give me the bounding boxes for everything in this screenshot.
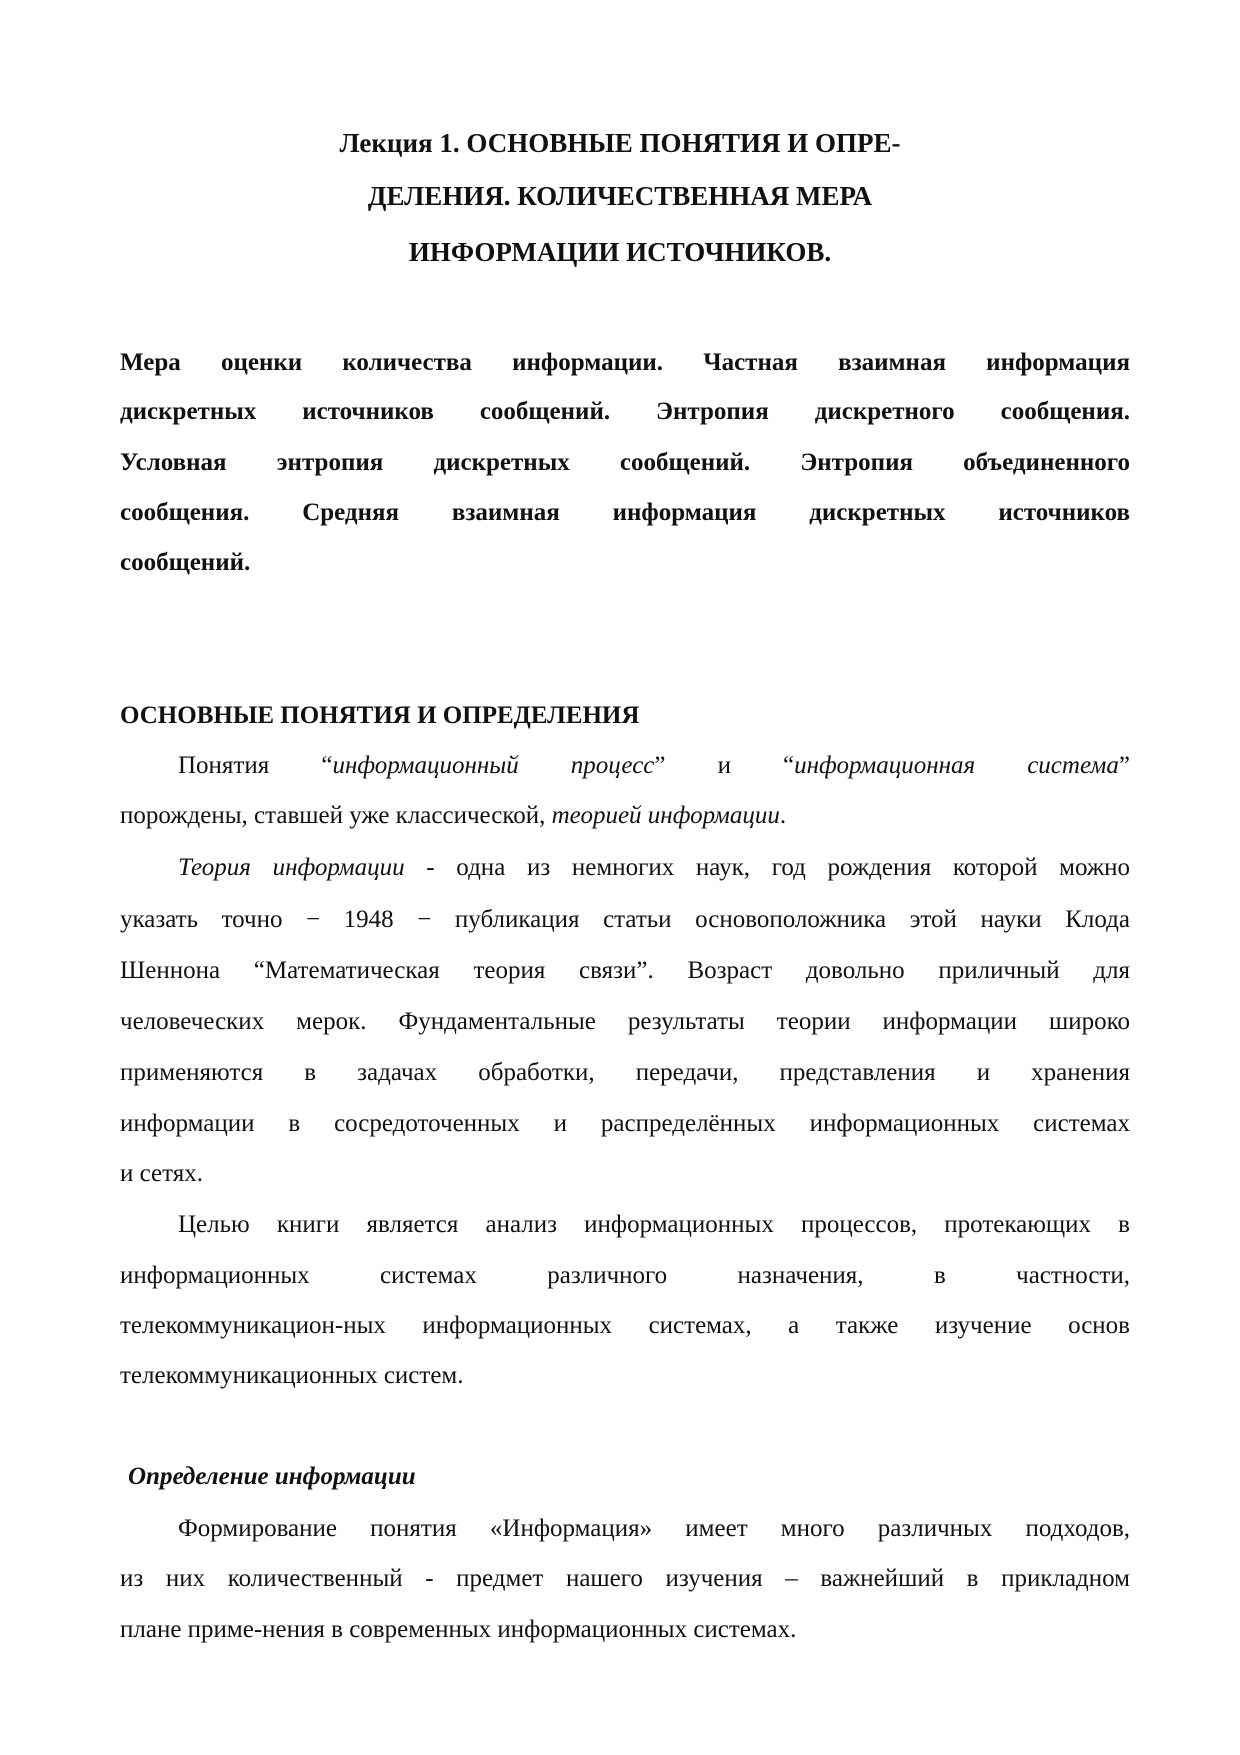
- text-segment: Шеннона “Математическая теория связи”. Возраст довольно приличный для: [120, 957, 1130, 984]
- italic-text: теорией информации: [551, 802, 780, 829]
- paragraph-line: [120, 905, 1130, 935]
- text-segment: .: [779, 802, 787, 829]
- text-segment: Целью книги является анализ информационных процессов, протекающих в: [178, 1211, 1130, 1238]
- paragraph-line: [178, 1210, 1130, 1240]
- title-line: ИНФОРМАЦИИ ИСТОЧНИКОВ.: [408, 237, 832, 267]
- section-heading: ОСНОВНЫЕ ПОНЯТИЯ И ОПРЕДЕЛЕНИЯ: [120, 702, 640, 729]
- abstract-line: Условная энтропия дискретных сообщений. Энтропия объединенного: [120, 449, 1130, 476]
- abstract-line: дискретных источников сообщений. Энтропия дискретного сообщения.: [120, 398, 1130, 425]
- paragraph-line: [120, 1361, 1130, 1391]
- abstract-line: сообщения. Средняя взаимная информация дискретных источников: [120, 499, 1130, 526]
- text-segment: Понятия “: [178, 752, 333, 779]
- paragraph-line: [178, 751, 1130, 781]
- text-segment: телекоммуникацион-ных информационных системах, а также изучение основ: [120, 1312, 1130, 1339]
- text-segment: ”: [1118, 752, 1130, 779]
- paragraph-line: [120, 1159, 1130, 1189]
- text-segment: порождены, ставшей уже классической,: [120, 802, 552, 829]
- text-segment: телекоммуникационных систем.: [120, 1362, 464, 1389]
- italic-text: информационный процесс: [332, 752, 655, 779]
- paragraph-line: [120, 1311, 1130, 1341]
- paragraph-line: [120, 1615, 1130, 1645]
- abstract-line: Мера оценки количества информации. Частная взаимная информация: [120, 349, 1130, 376]
- text-segment: человеческих мерок. Фундаментальные результаты теории информации широко: [120, 1008, 1130, 1035]
- text-segment: указать точно − 1948 − публикация статьи основоположника этой науки Клода: [120, 906, 1130, 933]
- paragraph-line: [120, 1261, 1130, 1291]
- italic-text: Теория информации: [178, 854, 405, 881]
- paragraph-line: [120, 956, 1130, 986]
- text-segment: информационных системах различного назначения, в частности,: [120, 1262, 1130, 1289]
- text-segment: плане приме-нения в современных информационных системах.: [120, 1616, 797, 1643]
- title-line: ДЕЛЕНИЯ. КОЛИЧЕСТВЕННАЯ МЕРА: [367, 181, 873, 211]
- text-segment: из них количественный - предмет нашего изучения – важнейший в прикладном: [120, 1565, 1130, 1592]
- paragraph-line: [120, 801, 1130, 831]
- text-segment: - одна из немногих наук, год рождения которой можно: [404, 854, 1130, 881]
- text-segment: ” и “: [654, 752, 795, 779]
- paragraph-line: [120, 1007, 1130, 1037]
- subheading: Определение информации: [128, 1463, 416, 1490]
- paragraph-line: [120, 1564, 1130, 1594]
- paragraph-line: [178, 853, 1130, 883]
- title-line: Лекция 1. ОСНОВНЫЕ ПОНЯТИЯ И ОПРЕ-: [339, 128, 901, 158]
- text-segment: применяются в задачах обработки, передачи, представления и хранения: [120, 1059, 1130, 1086]
- paragraph-line: [178, 1514, 1130, 1544]
- text-segment: информации в сосредоточенных и распределённых информационных системах: [120, 1110, 1130, 1137]
- paragraph-line: [120, 1109, 1130, 1139]
- abstract-line: сообщений.: [120, 549, 251, 576]
- text-segment: и сетях.: [120, 1160, 203, 1187]
- italic-text: информационная система: [794, 752, 1119, 779]
- paragraph-line: [120, 1058, 1130, 1088]
- text-segment: Формирование понятия «Информация» имеет много различных подходов,: [178, 1515, 1130, 1542]
